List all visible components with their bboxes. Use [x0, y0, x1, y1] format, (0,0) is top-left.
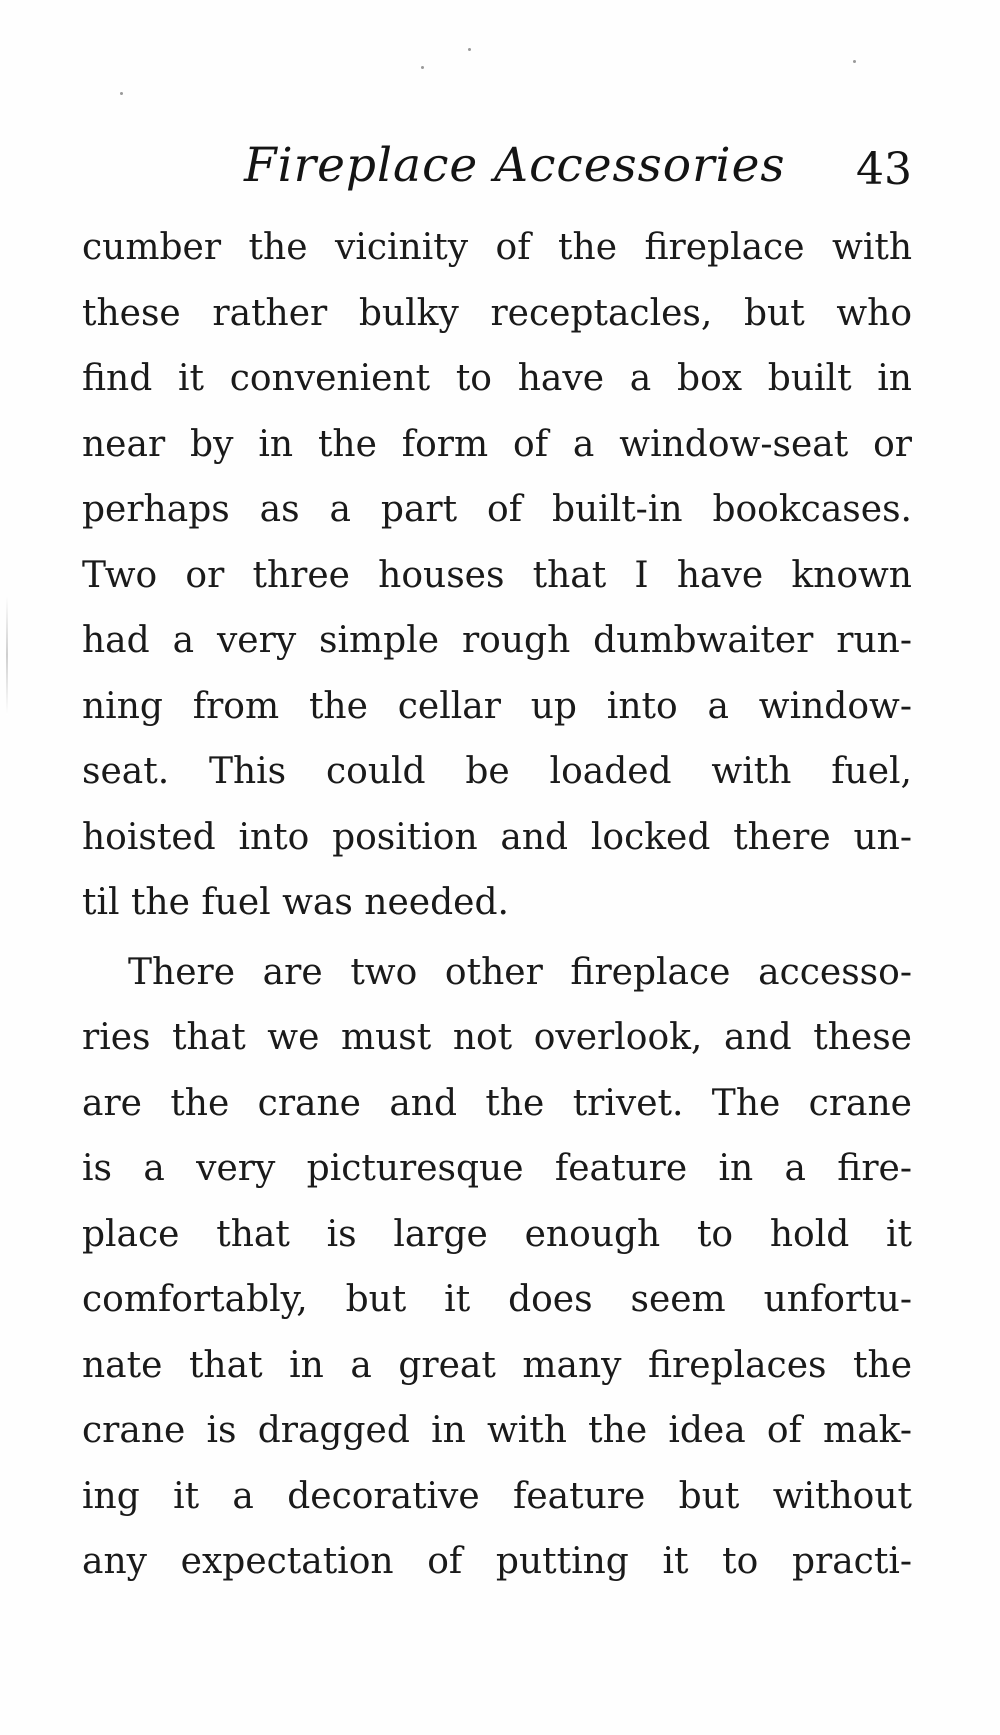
text-line: There are two other fireplace accesso-: [128, 951, 912, 993]
page-edge-mark: [6, 595, 8, 715]
text-line: are the crane and the trivet. The crane: [82, 1082, 912, 1124]
page-number: 43: [856, 144, 912, 195]
text-line: Two or three houses that I have known: [82, 554, 912, 596]
paper-speck: [421, 66, 424, 69]
text-line: perhaps as a part of built-in bookcases.: [82, 489, 912, 530]
text-line: nate that in a great many fireplaces the: [82, 1344, 912, 1386]
text-line: had a very simple rough dumbwaiter run-: [82, 620, 912, 661]
text-line: near by in the form of a window-seat or: [82, 423, 912, 465]
text-line: ning from the cellar up into a window-: [82, 685, 912, 727]
text-line: til the fuel was needed.: [82, 882, 509, 923]
text-line: place that is large enough to hold it: [82, 1213, 912, 1255]
paper-speck: [853, 60, 856, 63]
text-line: seat. This could be loaded with fuel,: [82, 751, 912, 792]
text-line: ries that we must not overlook, and these: [82, 1017, 912, 1058]
text-line: ing it a decorative feature but without: [82, 1475, 912, 1517]
running-title: Fireplace Accessories: [244, 138, 786, 193]
text-line: comfortably, but it does seem unfortu-: [82, 1279, 912, 1320]
running-head: [82, 138, 912, 208]
body-text: [82, 215, 912, 1595]
text-line: is a very picturesque feature in a fire-: [82, 1148, 912, 1189]
paper-speck: [120, 92, 123, 95]
paragraph: [82, 215, 912, 936]
text-line: cumber the vicinity of the fireplace with: [82, 227, 912, 268]
text-line: find it convenient to have a box built in: [82, 358, 912, 399]
text-line: any expectation of putting it to practi-: [82, 1541, 912, 1582]
text-line: these rather bulky receptacles, but who: [82, 292, 912, 334]
paper-speck: [468, 48, 471, 51]
text-line: crane is dragged in with the idea of mak-: [82, 1410, 912, 1451]
text-line: hoisted into position and locked there un-: [82, 816, 912, 858]
paragraph: [82, 940, 912, 1595]
